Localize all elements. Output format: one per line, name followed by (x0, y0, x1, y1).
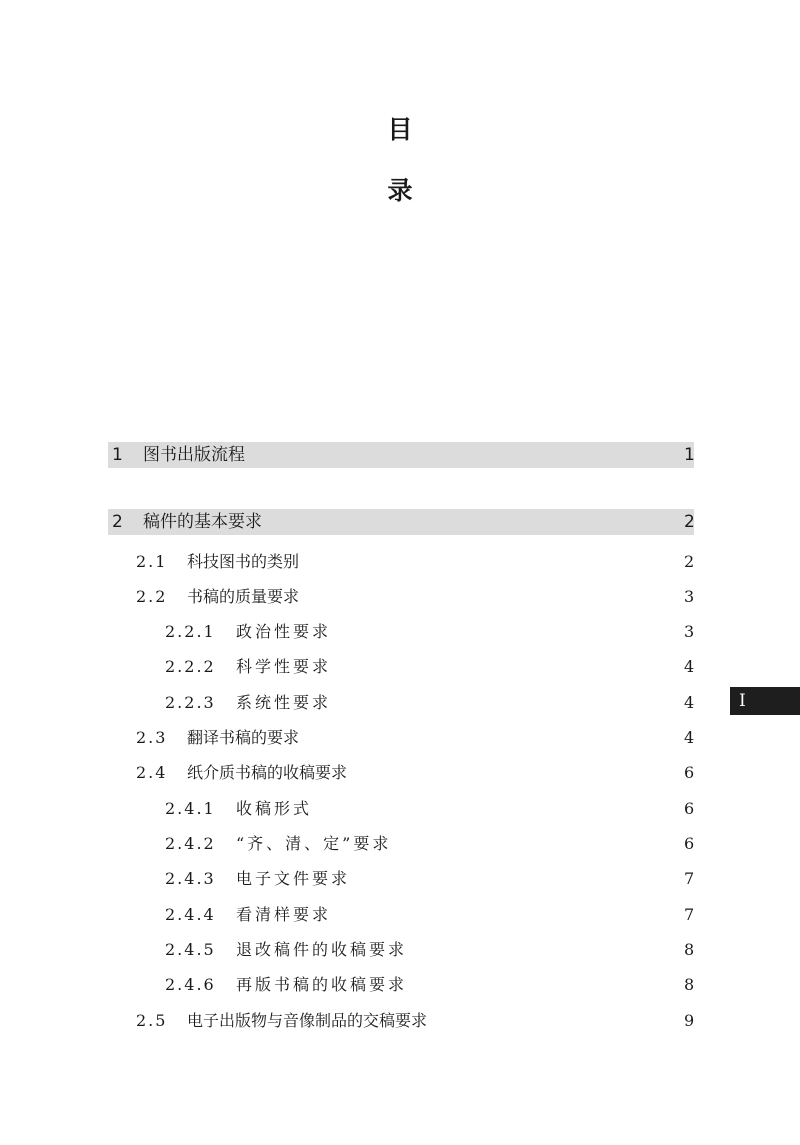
dot-leader (305, 549, 676, 575)
toc-entry-page: 6 (684, 763, 695, 782)
toc-entry-number: 2.4.2 (165, 834, 216, 853)
toc-entry-section[interactable] (136, 725, 694, 751)
toc-entry-label: “齐、清、定”要求 (236, 834, 392, 853)
toc-entry-subsection[interactable] (165, 654, 694, 680)
toc-entry-label: 科技图书的类别 (187, 552, 300, 571)
toc-entry-label: 电子出版物与音像制品的交稿要求 (187, 1011, 428, 1030)
toc-entry-chapter[interactable] (108, 509, 694, 535)
toc-entry-section[interactable] (136, 760, 694, 786)
toc-entry-label: 退改稿件的收稿要求 (236, 940, 408, 959)
toc-entry-page: 6 (684, 834, 695, 853)
toc-entry-label: 系统性要求 (236, 693, 332, 712)
dot-leader (433, 1008, 676, 1034)
dot-leader (251, 442, 676, 468)
toc-entry-label: 翻译书稿的要求 (187, 728, 300, 747)
dot-leader (353, 760, 676, 786)
toc-entry-number: 2.4.3 (165, 869, 216, 888)
toc-entry-section[interactable] (136, 549, 694, 575)
toc-entry-label: 科学性要求 (236, 657, 332, 676)
dot-leader (397, 831, 676, 857)
toc-entry-subsection[interactable] (165, 796, 694, 822)
dot-leader (305, 584, 676, 610)
page-title-char-1: 目 (387, 115, 413, 144)
toc-entry-page: 4 (684, 693, 695, 712)
toc-entry-subsection[interactable] (165, 972, 694, 998)
dot-leader (337, 690, 676, 716)
toc-entry-label: 稿件的基本要求 (143, 512, 262, 532)
toc-entry-page: 7 (684, 905, 695, 924)
toc-entry-page: 4 (684, 728, 695, 747)
toc-entry-page: 4 (684, 657, 695, 676)
toc-entry-page: 2 (684, 552, 695, 571)
toc-entry-subsection[interactable] (165, 902, 694, 928)
toc-entry-label: 政治性要求 (236, 622, 332, 641)
toc-entry-number: 2.2.2 (165, 657, 216, 676)
toc-entry-subsection[interactable] (165, 937, 694, 963)
toc-entry-section[interactable] (136, 584, 694, 610)
toc-entry-number: 2.4.4 (165, 905, 216, 924)
toc-entry-number: 1 (112, 445, 123, 465)
toc-entry-number: 2.4.5 (165, 940, 216, 959)
toc-entry-page: 9 (684, 1011, 695, 1030)
toc-entry-page: 2 (684, 512, 695, 532)
dot-leader (318, 796, 676, 822)
toc-entry-section[interactable] (136, 1008, 694, 1034)
side-thumb-tab (730, 687, 800, 715)
toc-entry-chapter[interactable] (108, 442, 694, 468)
toc-entry-label: 电子文件要求 (236, 869, 351, 888)
toc-entry-number: 2.4 (136, 763, 168, 782)
toc-entry-page: 6 (684, 799, 695, 818)
toc-entry-number: 2.4.6 (165, 975, 216, 994)
toc-entry-number: 2.2 (136, 587, 168, 606)
toc-entry-page: 8 (684, 940, 695, 959)
dot-leader (337, 654, 676, 680)
toc-entry-page: 8 (684, 975, 695, 994)
toc-entry-label: 图书出版流程 (143, 445, 245, 465)
dot-leader (268, 509, 676, 535)
toc-entry-subsection[interactable] (165, 866, 694, 892)
dot-leader (413, 937, 676, 963)
toc-entry-page: 1 (684, 445, 695, 465)
dot-leader (305, 725, 676, 751)
page-title-char-2: 录 (387, 176, 413, 205)
dot-leader (356, 866, 676, 892)
toc-entry-number: 2.5 (136, 1011, 168, 1030)
toc-entry-subsection[interactable] (165, 619, 694, 645)
toc-entry-label: 纸介质书稿的收稿要求 (187, 763, 348, 782)
toc-entry-label: 看清样要求 (236, 905, 332, 924)
toc-entry-number: 2.3 (136, 728, 168, 747)
toc-entry-number: 2.4.1 (165, 799, 216, 818)
dot-leader (337, 902, 676, 928)
toc-entry-page: 3 (684, 622, 695, 641)
toc-entry-page: 7 (684, 869, 695, 888)
toc-entry-number: 2.2.1 (165, 622, 216, 641)
dot-leader (413, 972, 676, 998)
toc-entry-label: 收稿形式 (236, 799, 313, 818)
toc-entry-page: 3 (684, 587, 695, 606)
side-tab-label: I (739, 691, 746, 711)
toc-entry-number: 2.1 (136, 552, 168, 571)
toc-entry-subsection[interactable] (165, 831, 694, 857)
toc-entry-label: 再版书稿的收稿要求 (236, 975, 408, 994)
dot-leader (337, 619, 676, 645)
toc-entry-number: 2.2.3 (165, 693, 216, 712)
toc-entry-label: 书稿的质量要求 (187, 587, 300, 606)
toc-entry-number: 2 (112, 512, 123, 532)
toc-entry-subsection[interactable] (165, 690, 694, 716)
